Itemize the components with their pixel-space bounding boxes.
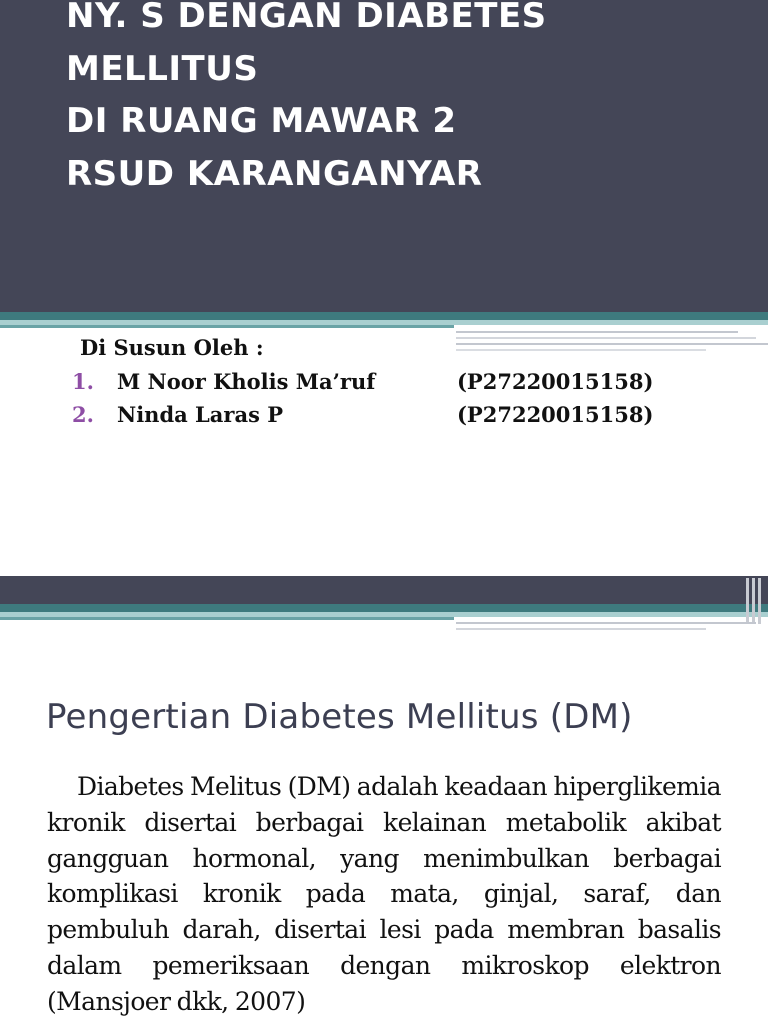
credits-heading: Di Susun Oleh :	[80, 335, 264, 360]
divider-band	[0, 312, 768, 320]
decor-stripe	[456, 349, 706, 351]
decor-stripe	[456, 628, 706, 630]
slide2-header-band	[0, 576, 768, 604]
title-line: RSUD KARANGANYAR	[66, 153, 483, 194]
title-line: NY. S DENGAN DIABETES	[66, 0, 547, 36]
credits-block	[72, 331, 654, 431]
slide2-title: Pengertian Diabetes Mellitus (DM)	[46, 697, 633, 737]
author-number: 1.	[72, 369, 94, 394]
decor-stripe	[752, 578, 755, 624]
author-nim: (P27220015158)	[457, 369, 654, 394]
title-line: MELLITUS	[66, 48, 259, 89]
slide2-body-text: Diabetes Melitus (DM) adalah keadaan hiperglikemia kronik disertai berbagai kelainan metabolik akibat gangguan hormonal, yang menimbulkan berbagai komplikasi kronik pada mata, ginjal, saraf, dan pembuluh darah, disertai lesi pada membran basalis dalam pemeriksaan dengan mikroskop elektron (Mansjoer dkk, 2007)	[47, 772, 721, 1016]
decor-stripe	[456, 622, 756, 624]
author-row	[72, 365, 654, 398]
divider-band	[0, 325, 454, 328]
decor-stripe	[456, 331, 738, 333]
decor-stripe	[746, 578, 749, 624]
decor-stripe	[456, 343, 768, 345]
slide1-title-panel	[0, 0, 768, 312]
divider-band	[0, 604, 768, 612]
author-number: 2.	[72, 402, 94, 427]
decor-stripe	[456, 337, 756, 339]
author-nim: (P27220015158)	[457, 402, 654, 427]
decor-stripe	[758, 578, 761, 624]
slide1-title	[66, 0, 547, 200]
author-name: M Noor Kholis Ma’ruf	[117, 369, 376, 394]
divider-band	[0, 617, 454, 620]
author-name: Ninda Laras P	[117, 402, 284, 427]
author-row	[72, 398, 654, 431]
title-line: DI RUANG MAWAR 2	[66, 101, 457, 141]
